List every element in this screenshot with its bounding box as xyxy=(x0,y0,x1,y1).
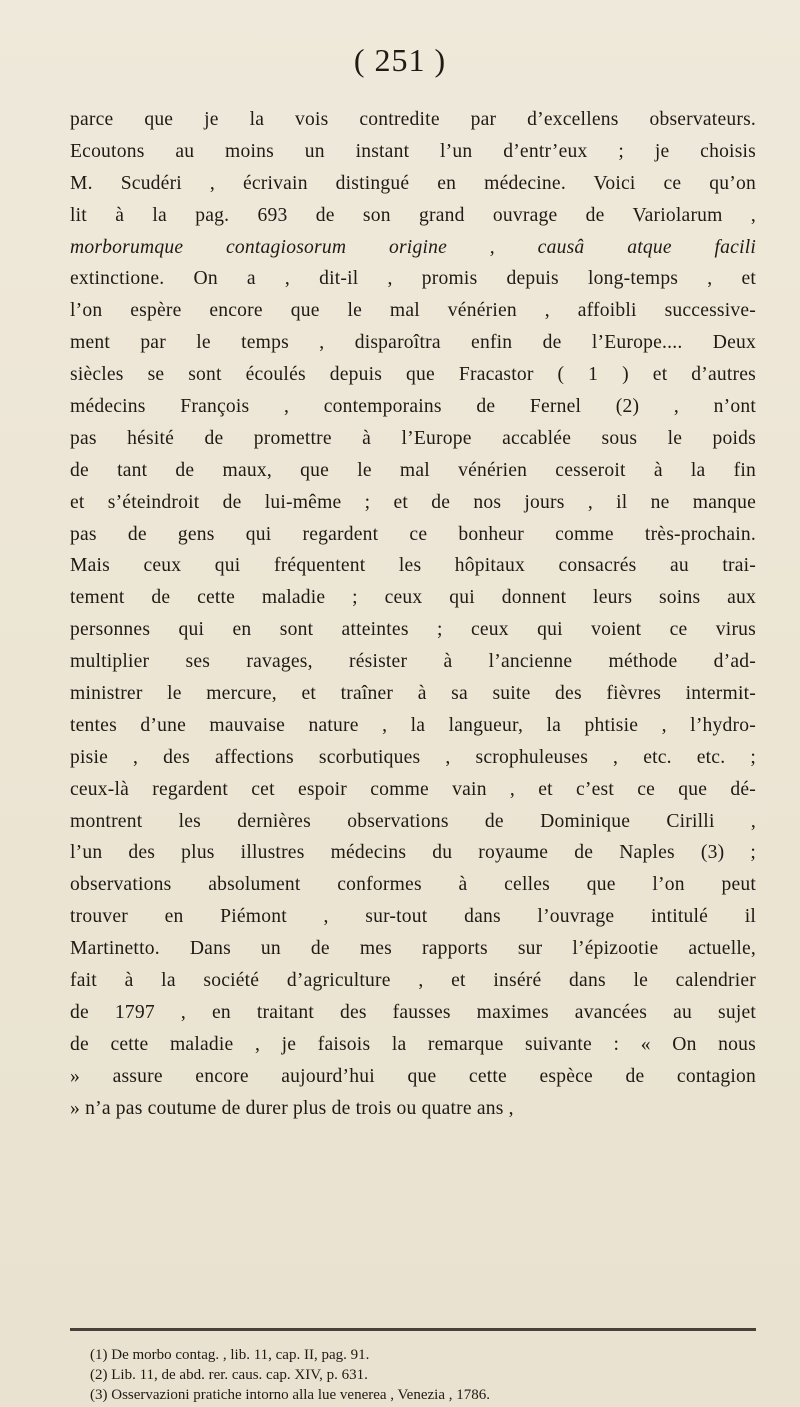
page-number: ( 251 ) xyxy=(353,42,447,78)
text-line: pas hésité de promettre à l’Europe accablée sous le poids xyxy=(70,427,756,449)
text-line: tement de cette maladie ; ceux qui donnent leurs soins aux xyxy=(70,587,756,609)
text-line: pas de gens qui regardent ce bonheur comme très-prochain. xyxy=(70,523,756,545)
text-line: extinctione. On a , dit-il , promis depuis long-temps , et xyxy=(70,268,756,290)
text-line: Ecoutons au moins un instant l’un d’entr’eux ; je choisis xyxy=(70,140,756,162)
text-line: » assure encore aujourd’hui que cette espèce de contagion xyxy=(70,1065,756,1087)
text-line: pisie , des affections scorbutiques , scrophuleuses , etc. etc. ; xyxy=(70,746,756,768)
text-line: morborumque contagiosorum origine , causâ atque facili xyxy=(70,236,756,258)
text-line: Mais ceux qui fréquentent les hôpitaux consacrés au trai- xyxy=(70,555,756,577)
text-line: l’un des plus illustres médecins du royaume de Naples (3) ; xyxy=(70,842,756,864)
footnote-2: (2) Lib. 11, de abd. rer. caus. cap. XIV, p. 631. xyxy=(90,1367,368,1383)
footnote-3: (3) Osservazioni pratiche intorno alla lue venerea , Venezia , 1786. xyxy=(90,1387,490,1403)
text-line: fait à la société d’agriculture , et inséré dans le calendrier xyxy=(70,970,756,992)
footnotes xyxy=(90,1345,770,1405)
text-line: observations absolument conformes à celles que l’on peut xyxy=(70,874,756,896)
text-line: de 1797 , en traitant des fausses maximes avancées au sujet xyxy=(70,1001,756,1023)
text-line: trouver en Piémont , sur-tout dans l’ouvrage intitulé il xyxy=(70,906,756,928)
text-line: et s’éteindroit de lui-même ; et de nos jours , il ne manque xyxy=(70,491,756,513)
text-line: parce que je la vois contredite par d’excellens observateurs. xyxy=(70,109,756,130)
text-line: ment par le temps , disparoîtra enfin de l’Europe.... Deux xyxy=(70,332,756,354)
text-line: l’on espère encore que le mal vénérien , affoibli successive- xyxy=(70,300,756,322)
text-line: de cette maladie , je faisois la remarque suivante : « On nous xyxy=(70,1033,756,1055)
text-line: Martinetto. Dans un de mes rapports sur l’épizootie actuelle, xyxy=(70,938,756,960)
text-line: médecins François , contemporains de Fernel (2) , n’ont xyxy=(70,396,756,418)
text-line: tentes d’une mauvaise nature , la langueur, la phtisie , l’hydro- xyxy=(70,714,756,736)
text-line: montrent les dernières observations de Dominique Cirilli , xyxy=(70,810,756,832)
text-line: siècles se sont écoulés depuis que Fracastor ( 1 ) et d’autres xyxy=(70,364,756,386)
text-line: M. Scudéri , écrivain distingué en médecine. Voici ce qu’on xyxy=(70,172,756,194)
text-line: personnes qui en sont atteintes ; ceux qui voient ce virus xyxy=(70,619,756,641)
text-line: de tant de maux, que le mal vénérien cesseroit à la fin xyxy=(70,459,756,481)
text-line: » n’a pas coutume de durer plus de trois ou quatre ans , xyxy=(70,1097,514,1119)
text-line: ministrer le mercure, et traîner à sa suite des fièvres intermit- xyxy=(70,683,756,705)
footnote-1: (1) De morbo contag. , lib. 11, cap. II, pag. 91. xyxy=(90,1347,370,1363)
text-line: ceux-là regardent cet espoir comme vain , et c’est ce que dé- xyxy=(70,778,756,800)
text-line: lit à la pag. 693 de son grand ouvrage de Variolarum , xyxy=(70,204,756,226)
footnote-divider xyxy=(70,1328,756,1331)
text-line: multiplier ses ravages, résister à l’ancienne méthode d’ad- xyxy=(70,651,756,673)
main-text-block xyxy=(70,104,756,1125)
